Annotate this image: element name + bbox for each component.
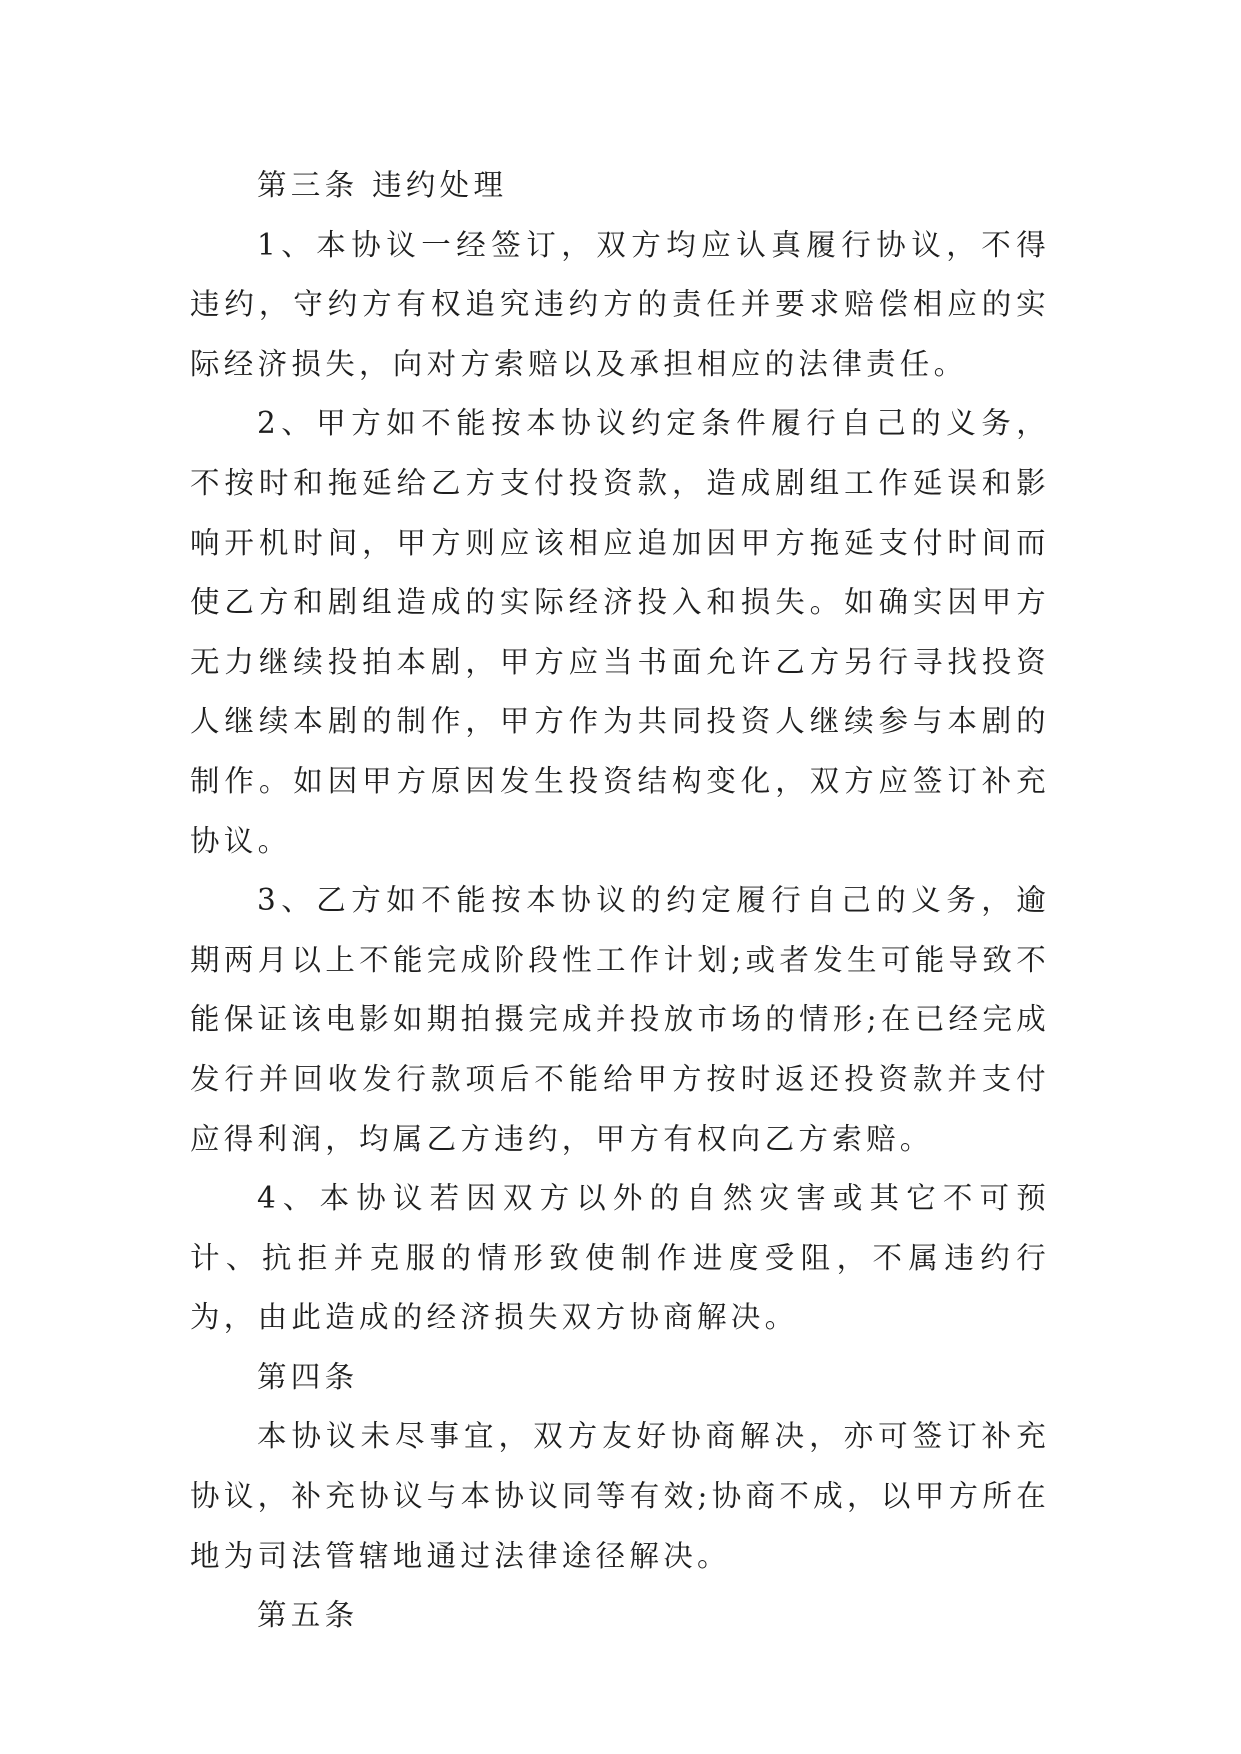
article-4-heading: 第四条 <box>257 1359 359 1394</box>
article-3-clause-4: 4、本协议若因双方以外的自然灾害或其它不可预计、抗拒并克服的情形致使制作进度受阻，不属违约行为，由此造成的经济损失双方协商解决。 <box>190 1181 1050 1335</box>
article-3-heading: 第三条 违约处理 <box>257 168 508 202</box>
article-5-heading: 第五条 <box>257 1598 359 1633</box>
article-4-body: 本协议未尽事宜，双方友好协商解决，亦可签订补充协议，补充协议与本协议同等有效;协商不成，以甲方所在地为司法管辖地通过法律途径解决。 <box>190 1419 1050 1573</box>
article-3-clause-3: 3、乙方如不能按本协议的约定履行自己的义务，逾期两月以上不能完成阶段性工作计划;或者发生可能导致不能保证该电影如期拍摄完成并投放市场的情形;在已经完成发行并回收发行款项后不能给甲方按时返还投资款并支付应得利润，均属乙方违约，甲方有权向乙方索赔。 <box>190 883 1050 1156</box>
document-body <box>190 156 1050 1646</box>
article-3-clause-2: 2、甲方如不能按本协议约定条件履行自己的义务，不按时和拖延给乙方支付投资款，造成剧组工作延误和影响开机时间，甲方则应该相应追加因甲方拖延支付时间而使乙方和剧组造成的实际经济投入和损失。如确实因甲方无力继续投拍本剧，甲方应当书面允许乙方另行寻找投资人继续本剧的制作，甲方作为共同投资人继续参与本剧的制作。如因甲方原因发生投资结构变化，双方应签订补充协议。 <box>190 406 1050 858</box>
article-3-clause-1: 1、本协议一经签订，双方均应认真履行协议，不得违约，守约方有权追究违约方的责任并要求赔偿相应的实际经济损失，向对方索赔以及承担相应的法律责任。 <box>190 227 1050 381</box>
